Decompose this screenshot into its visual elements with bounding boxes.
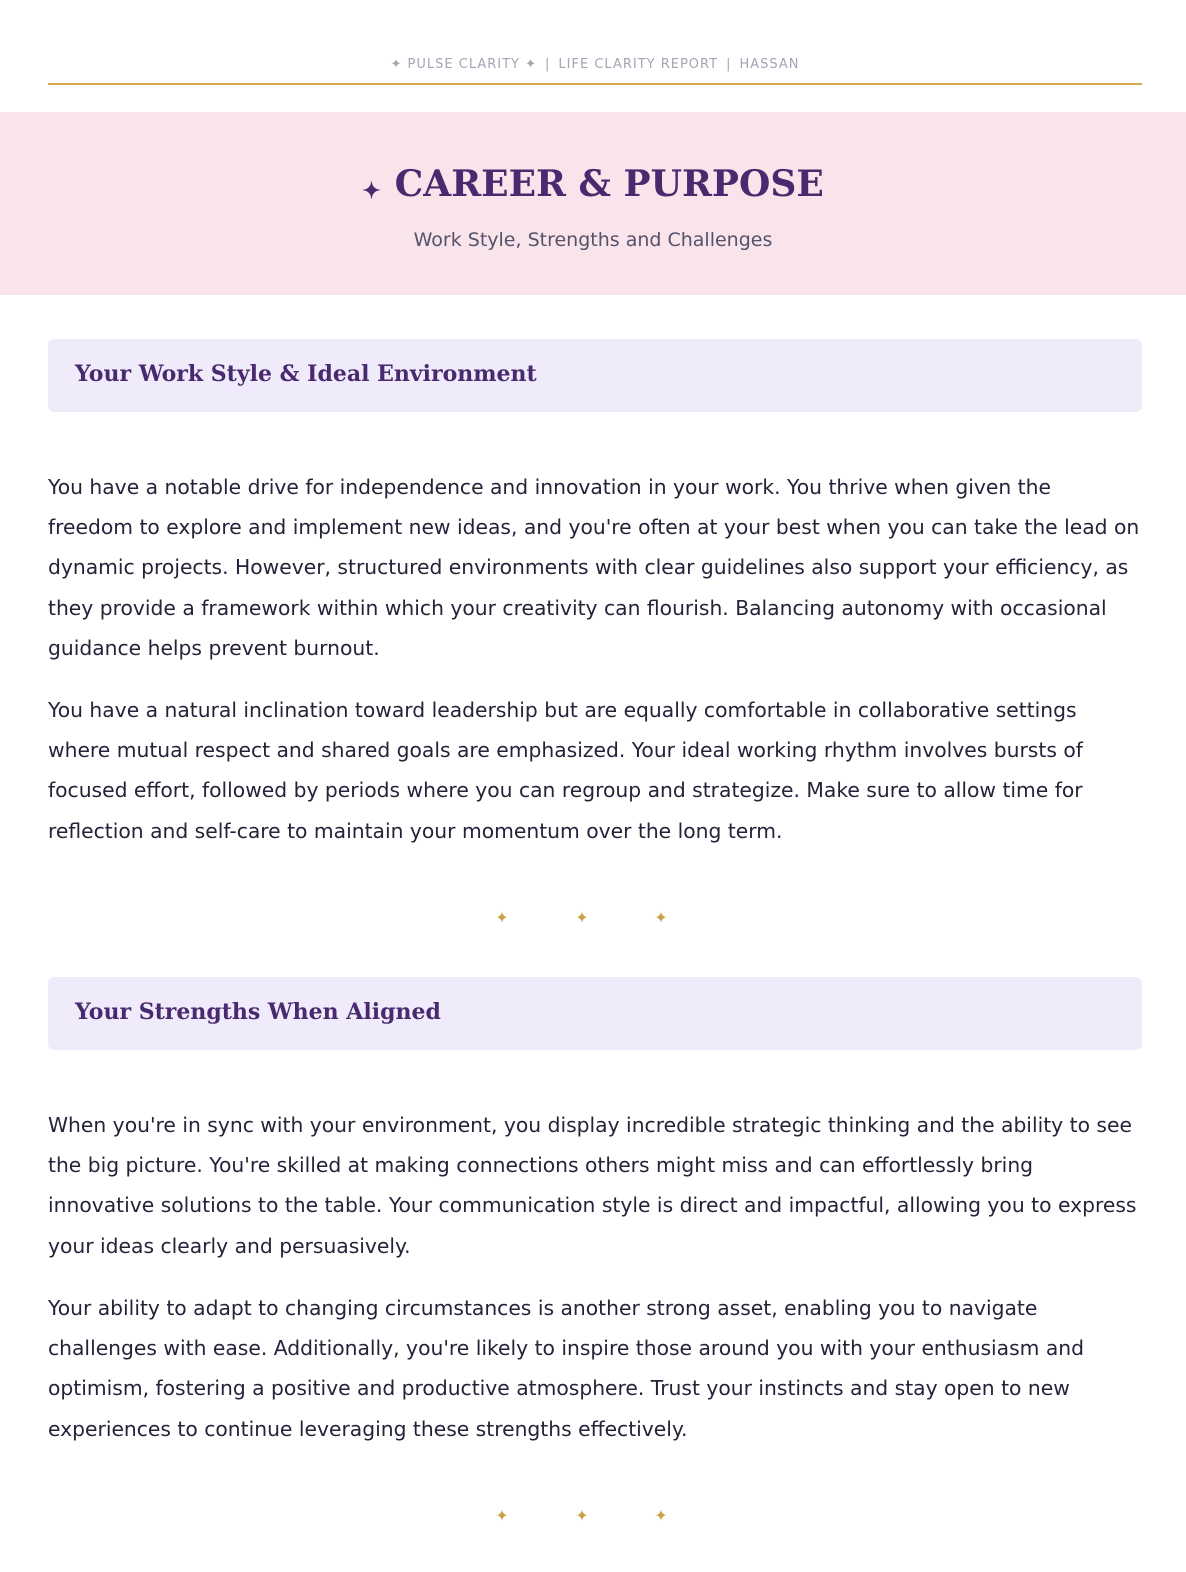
sparkle-icon: ✦ (495, 1506, 509, 1525)
page-title (0, 160, 1186, 213)
paragraph: Your ability to adapt to changing circumstances is another strong asset, enabling you to navigate challenges with ease. Additionally, you're likely to inspire those around you with your enthusiasm and optimism, fostering a positive and productive atmosphere. Trust your instincts and stay open to new experiences to continue leveraging these strengths effectively. (48, 1296, 1085, 1441)
sparkle-icon: ✦ (495, 908, 509, 927)
header-separator: | (545, 57, 551, 72)
header-separator: | (726, 57, 732, 72)
brand-name: ✦ PULSE CLARITY ✦ (390, 57, 538, 72)
sparkle-icon: ✦ (654, 908, 668, 927)
sparkle-icon: ✦ (362, 178, 381, 204)
section-heading-strengths (48, 977, 1142, 1050)
paragraph: You have a notable drive for independence and innovation in your work. You thrive when given the freedom to explore and implement new ideas, and you're often at your best when you can take the lead on dynamic projects. However, structured environments with clear guidelines also support your efficiency, as they provide a framework within which your creativity can flourish. Balancing autonomy with occasional guidance helps prevent burnout. (48, 475, 1140, 660)
section-heading-text: Your Work Style & Ideal Environment (75, 361, 537, 387)
client-name: HASSAN (739, 57, 800, 72)
sparkle-icon: ✦ (654, 1506, 668, 1525)
report-header (48, 0, 1142, 85)
page-title-text: CAREER & PURPOSE (394, 163, 824, 205)
section-heading-text: Your Strengths When Aligned (75, 999, 441, 1025)
sparkle-icon: ✦ (575, 1506, 589, 1525)
paragraph: You have a natural inclination toward leadership but are equally comfortable in collaborative settings where mutual respect and shared goals are emphasized. Your ideal working rhythm involves bursts of focused effort, followed by periods where you can regroup and strategize. Make sure to allow time for reflection and self-care to maintain your momentum over the long term. (48, 698, 1083, 843)
paragraph: When you're in sync with your environment, you display incredible strategic thinking and the ability to see the big picture. You're skilled at making connections others might miss and can effortlessly bring innovative solutions to the table. Your communication style is direct and impactful, allowing you to express your ideas clearly and persuasively. (48, 1113, 1137, 1258)
page-subtitle: Work Style, Strengths and Challenges (413, 229, 773, 251)
section-divider (0, 908, 1186, 928)
header-meta (48, 57, 1142, 72)
sparkle-icon: ✦ (575, 908, 589, 927)
section-heading-work-style (48, 339, 1142, 412)
report-title: LIFE CLARITY REPORT (558, 57, 719, 72)
section-divider (0, 1506, 1186, 1526)
